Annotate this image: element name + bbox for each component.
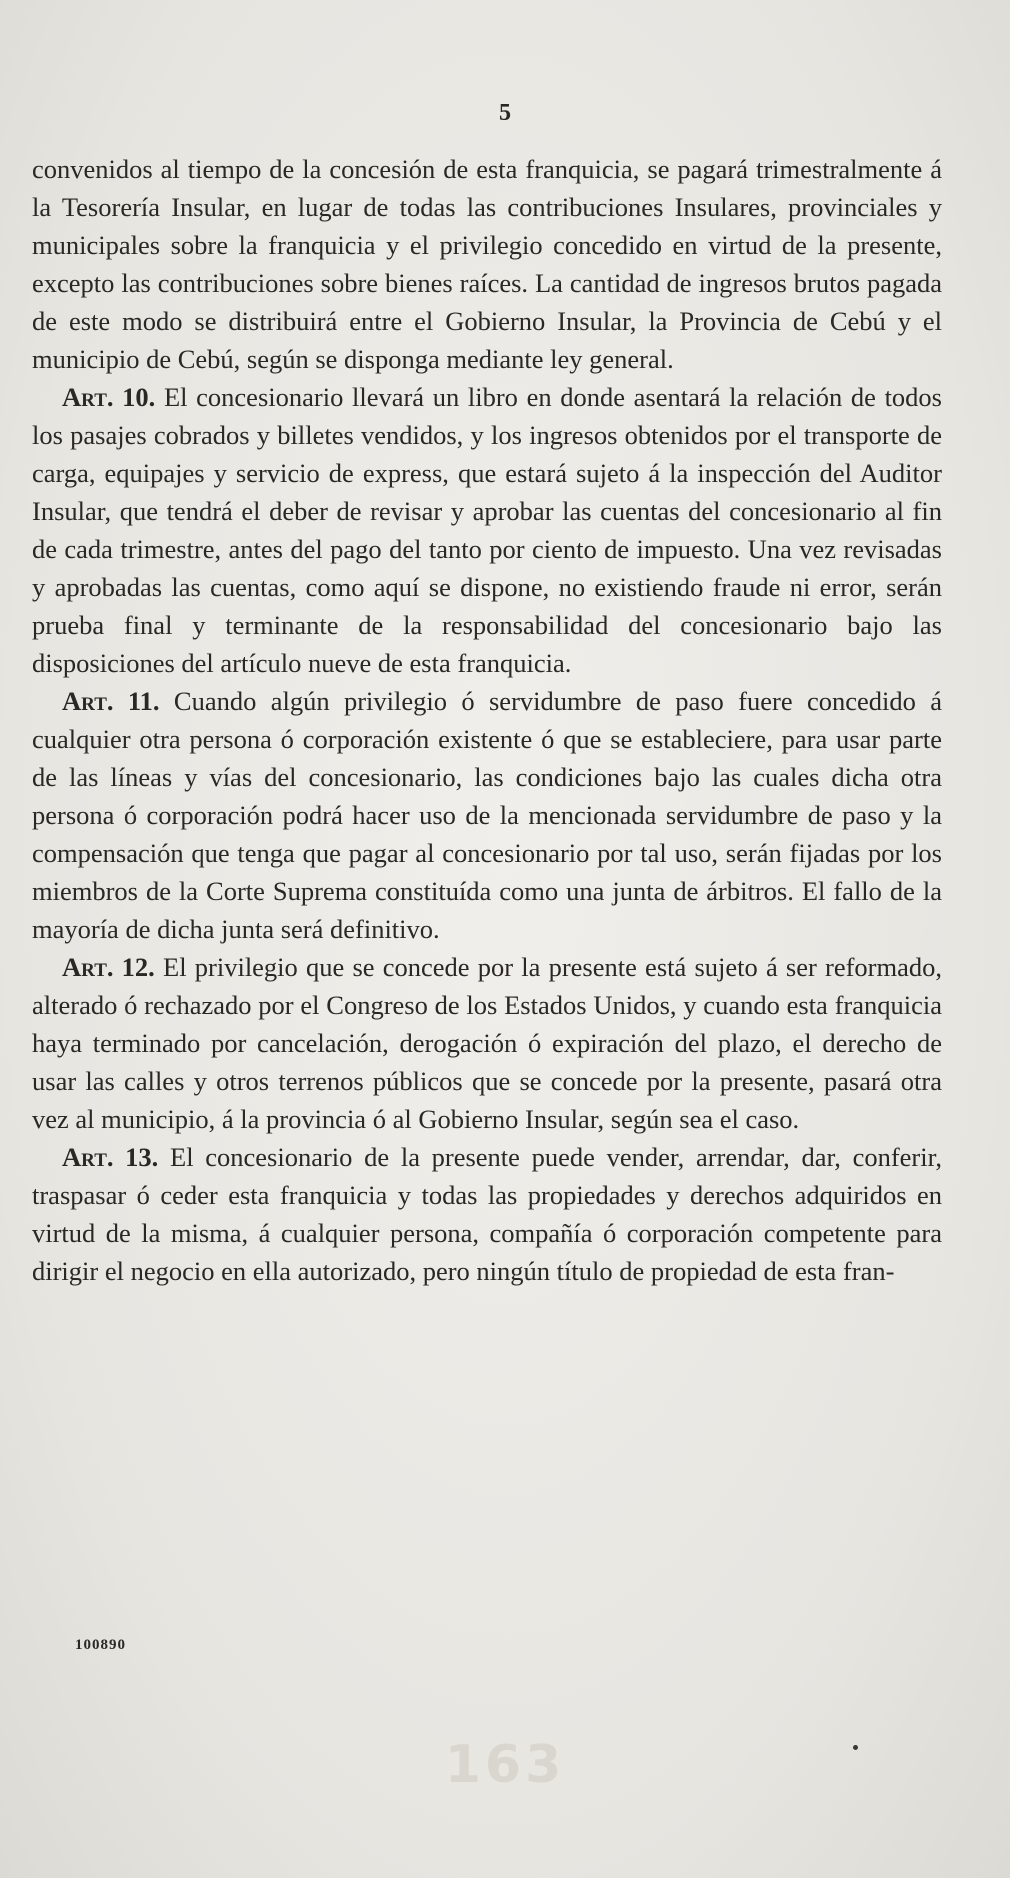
print-code: 100890 bbox=[75, 1637, 126, 1653]
document-body bbox=[32, 150, 942, 1290]
article-label: Art. 13. bbox=[62, 1142, 159, 1172]
page-number: 5 bbox=[499, 100, 511, 126]
article-label: Art. 10. bbox=[62, 382, 156, 412]
article-label: Art. 12. bbox=[62, 952, 155, 982]
paragraph-text: Cuando algún privilegio ó servidumbre de paso fuere concedido á cualquier otra persona ó corporación existente ó que se estableciere, para usar parte de las líneas y vías del concesionario, las condiciones bajo las cuales dicha otra persona ó corporación podrá hacer uso de la mencionada servidumbre de paso y la compensación que tenga que pagar al concesionario por tal uso, serán fijadas por los miembros de la Corte Suprema constituída como una junta de árbitros. El fallo de la mayoría de dicha junta será definitivo. bbox=[32, 686, 942, 944]
paragraph-text: El privilegio que se concede por la presente está sujeto á ser reformado, alterado ó rechazado por el Congreso de los Estados Unidos, y cuando esta franquicia haya terminado por cancelación, derogación ó expiración del plazo, el derecho de usar las calles y otros terrenos públicos que se concede por la presente, pasará otra vez al municipio, á la provincia ó al Gobierno Insular, según sea el caso. bbox=[32, 952, 942, 1134]
paragraph-text: El concesionario de la presente puede vender, arrendar, dar, conferir, traspasar ó ceder esta franquicia y todas las propiedades y derechos adquiridos en virtud de la misma, á cualquier persona, compañía ó corporación competente para dirigir el negocio en ella autorizado, pero ningún título de propiedad de esta fran- bbox=[32, 1142, 942, 1286]
stamped-page-number: 163 bbox=[444, 1735, 566, 1795]
paragraph-article-13 bbox=[32, 1138, 942, 1290]
paragraph-article-11 bbox=[32, 682, 942, 948]
paragraph-continuation bbox=[32, 150, 942, 378]
paragraph-article-10 bbox=[32, 378, 942, 682]
ink-dot bbox=[853, 1745, 858, 1750]
paragraph-text: convenidos al tiempo de la concesión de esta franquicia, se pagará trimestralmente á la Tesorería Insular, en lugar de todas las contribuciones Insulares, provinciales y municipales sobre la franquicia y el privilegio concedido en virtud de la presente, excepto las contribuciones sobre bienes raíces. La cantidad de ingresos brutos pagada de este modo se distribuirá entre el Gobierno Insular, la Provincia de Cebú y el municipio de Cebú, según se disponga mediante ley general. bbox=[32, 154, 942, 374]
paragraph-article-12 bbox=[32, 948, 942, 1138]
article-label: Art. 11. bbox=[62, 686, 160, 716]
paragraph-text: El concesionario llevará un libro en donde asentará la relación de todos los pasajes cobrados y billetes vendidos, y los ingresos obtenidos por el transporte de carga, equipajes y servicio de express, que estará sujeto á la inspección del Auditor Insular, que tendrá el deber de revisar y aprobar las cuentas del concesionario al fin de cada trimestre, antes del pago del tanto por ciento de impuesto. Una vez revisadas y aprobadas las cuentas, como aquí se dispone, no existiendo fraude ni error, serán prueba final y terminante de la responsabilidad del concesionario bajo las disposiciones del artículo nueve de esta franquicia. bbox=[32, 382, 943, 678]
